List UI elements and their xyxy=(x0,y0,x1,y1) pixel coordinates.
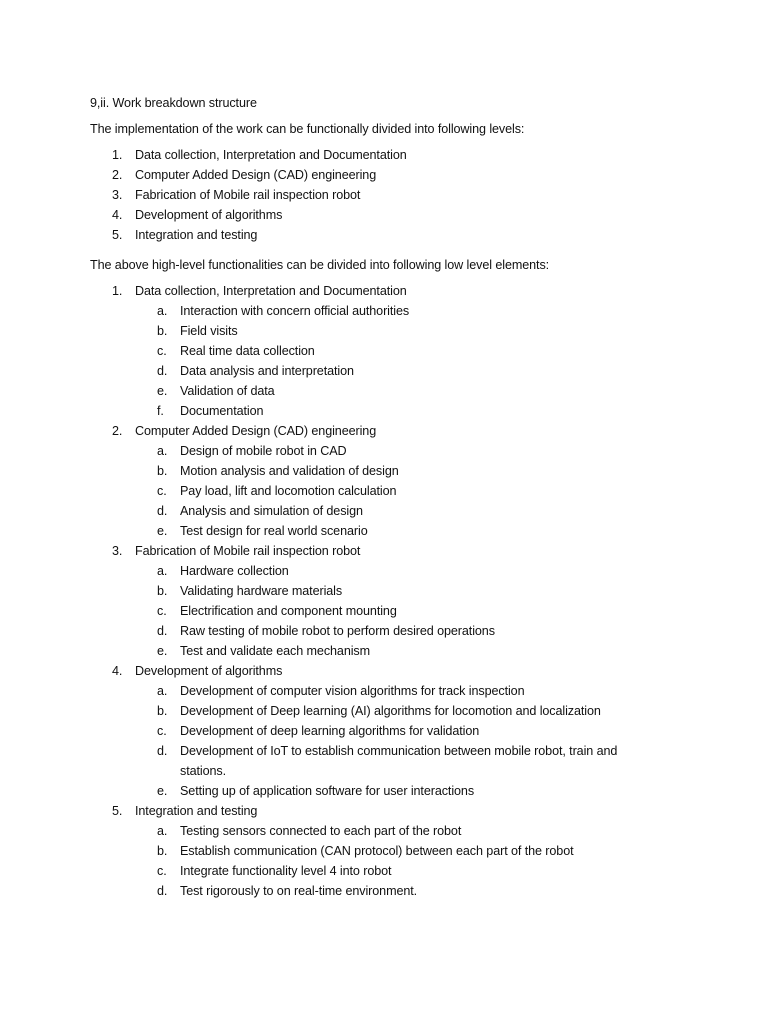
sub-item xyxy=(90,601,690,621)
level-label: Integration and testing xyxy=(135,228,258,242)
sub-text: Development of IoT to establish communication between mobile robot, train and stations. xyxy=(180,744,618,778)
breakdown-level-3 xyxy=(90,541,690,661)
sub-text: Test and validate each mechanism xyxy=(180,644,371,658)
sub-text: Development of computer vision algorithms for track inspection xyxy=(180,684,525,698)
sub-letter: d. xyxy=(157,624,168,638)
sub-item xyxy=(90,701,690,721)
sub-text: Analysis and simulation of design xyxy=(180,504,363,518)
sub-item xyxy=(90,361,690,381)
sub-text: Validation of data xyxy=(180,384,275,398)
section-heading: 9,ii. Work breakdown structure xyxy=(90,96,257,110)
sub-item xyxy=(90,301,690,321)
sub-item xyxy=(90,681,690,701)
sub-item xyxy=(90,841,690,861)
list-item xyxy=(90,185,690,205)
level-label: Integration and testing xyxy=(135,804,258,818)
sub-item xyxy=(90,641,690,661)
sub-text: Design of mobile robot in CAD xyxy=(180,444,347,458)
sub-letter: d. xyxy=(157,364,168,378)
level-label: Development of algorithms xyxy=(135,664,283,678)
list-number: 5. xyxy=(112,804,123,818)
sub-item xyxy=(90,481,690,501)
list-number: 3. xyxy=(112,544,123,558)
level-label: Computer Added Design (CAD) engineering xyxy=(135,424,377,438)
level-label: Development of algorithms xyxy=(135,208,283,222)
list-number: 1. xyxy=(112,148,123,162)
sub-list xyxy=(90,301,690,421)
sub-list xyxy=(90,821,690,901)
level-label: Fabrication of Mobile rail inspection robot xyxy=(135,188,361,202)
sub-item xyxy=(90,401,690,421)
sub-text: Hardware collection xyxy=(180,564,289,578)
level-label: Computer Added Design (CAD) engineering xyxy=(135,168,377,182)
sub-letter: f. xyxy=(157,404,164,418)
sub-letter: b. xyxy=(157,584,168,598)
sub-text: Motion analysis and validation of design xyxy=(180,464,399,478)
intro-paragraph: The implementation of the work can be functionally divided into following levels: xyxy=(90,122,525,136)
sub-letter: e. xyxy=(157,784,168,798)
sub-item xyxy=(90,561,690,581)
sub-text: Interaction with concern official authorities xyxy=(180,304,410,318)
list-number: 4. xyxy=(112,208,123,222)
sub-letter: b. xyxy=(157,844,168,858)
sub-letter: e. xyxy=(157,644,168,658)
sub-letter: d. xyxy=(157,744,168,758)
sub-text: Integrate functionality level 4 into robot xyxy=(180,864,392,878)
list-number: 4. xyxy=(112,664,123,678)
sub-text: Pay load, lift and locomotion calculation xyxy=(180,484,397,498)
sub-text: Documentation xyxy=(180,404,264,418)
sub-item xyxy=(90,821,690,841)
sub-item xyxy=(90,781,690,801)
document-page xyxy=(90,93,690,911)
sub-letter: c. xyxy=(157,724,167,738)
sub-text: Test rigorously to on real-time environment. xyxy=(180,884,418,898)
sub-list xyxy=(90,681,690,801)
sub-letter: b. xyxy=(157,704,168,718)
list-number: 1. xyxy=(112,284,123,298)
sub-letter: c. xyxy=(157,604,167,618)
breakdown-list xyxy=(90,281,690,901)
list-item xyxy=(90,145,690,165)
level-label: Fabrication of Mobile rail inspection robot xyxy=(135,544,361,558)
sub-letter: a. xyxy=(157,444,168,458)
sub-letter: d. xyxy=(157,504,168,518)
list-item xyxy=(90,205,690,225)
sub-letter: e. xyxy=(157,384,168,398)
sub-letter: c. xyxy=(157,344,167,358)
sub-item xyxy=(90,461,690,481)
sub-text: Test design for real world scenario xyxy=(180,524,368,538)
sub-item xyxy=(90,381,690,401)
sub-item xyxy=(90,881,690,901)
sub-item xyxy=(90,501,690,521)
sub-item xyxy=(90,581,690,601)
sub-text: Real time data collection xyxy=(180,344,315,358)
list-item xyxy=(90,225,690,245)
list-number: 2. xyxy=(112,168,123,182)
level-label: Data collection, Interpretation and Documentation xyxy=(135,148,407,162)
breakdown-level-5 xyxy=(90,801,690,901)
sub-letter: a. xyxy=(157,684,168,698)
sub-text: Validating hardware materials xyxy=(180,584,343,598)
list-item xyxy=(90,165,690,185)
sub-text: Data analysis and interpretation xyxy=(180,364,354,378)
breakdown-level-1 xyxy=(90,281,690,421)
sub-letter: c. xyxy=(157,484,167,498)
breakdown-level-4 xyxy=(90,661,690,801)
sub-text: Raw testing of mobile robot to perform desired operations xyxy=(180,624,495,638)
sub-letter: b. xyxy=(157,464,168,478)
sub-text: Setting up of application software for user interactions xyxy=(180,784,475,798)
sub-text: Electrification and component mounting xyxy=(180,604,397,618)
sub-text: Field visits xyxy=(180,324,238,338)
sub-letter: a. xyxy=(157,564,168,578)
breakdown-level-2 xyxy=(90,421,690,541)
level-label: Data collection, Interpretation and Documentation xyxy=(135,284,407,298)
sub-item xyxy=(90,521,690,541)
list-number: 2. xyxy=(112,424,123,438)
sub-letter: e. xyxy=(157,524,168,538)
breakdown-paragraph: The above high-level functionalities can be divided into following low level elements: xyxy=(90,258,550,272)
sub-letter: d. xyxy=(157,884,168,898)
sub-text: Establish communication (CAN protocol) between each part of the robot xyxy=(180,844,574,858)
sub-item xyxy=(90,721,690,741)
sub-item xyxy=(90,441,690,461)
sub-text: Development of deep learning algorithms for validation xyxy=(180,724,480,738)
sub-letter: c. xyxy=(157,864,167,878)
sub-item xyxy=(90,341,690,361)
sub-item xyxy=(90,741,690,781)
sub-item xyxy=(90,321,690,341)
sub-item xyxy=(90,861,690,881)
sub-letter: b. xyxy=(157,324,168,338)
sub-letter: a. xyxy=(157,824,168,838)
sub-letter: a. xyxy=(157,304,168,318)
levels-list xyxy=(90,145,690,245)
sub-list xyxy=(90,561,690,661)
list-number: 5. xyxy=(112,228,123,242)
list-number: 3. xyxy=(112,188,123,202)
sub-list xyxy=(90,441,690,541)
sub-text: Testing sensors connected to each part of the robot xyxy=(180,824,462,838)
sub-text: Development of Deep learning (AI) algorithms for locomotion and localization xyxy=(180,704,601,718)
sub-item xyxy=(90,621,690,641)
